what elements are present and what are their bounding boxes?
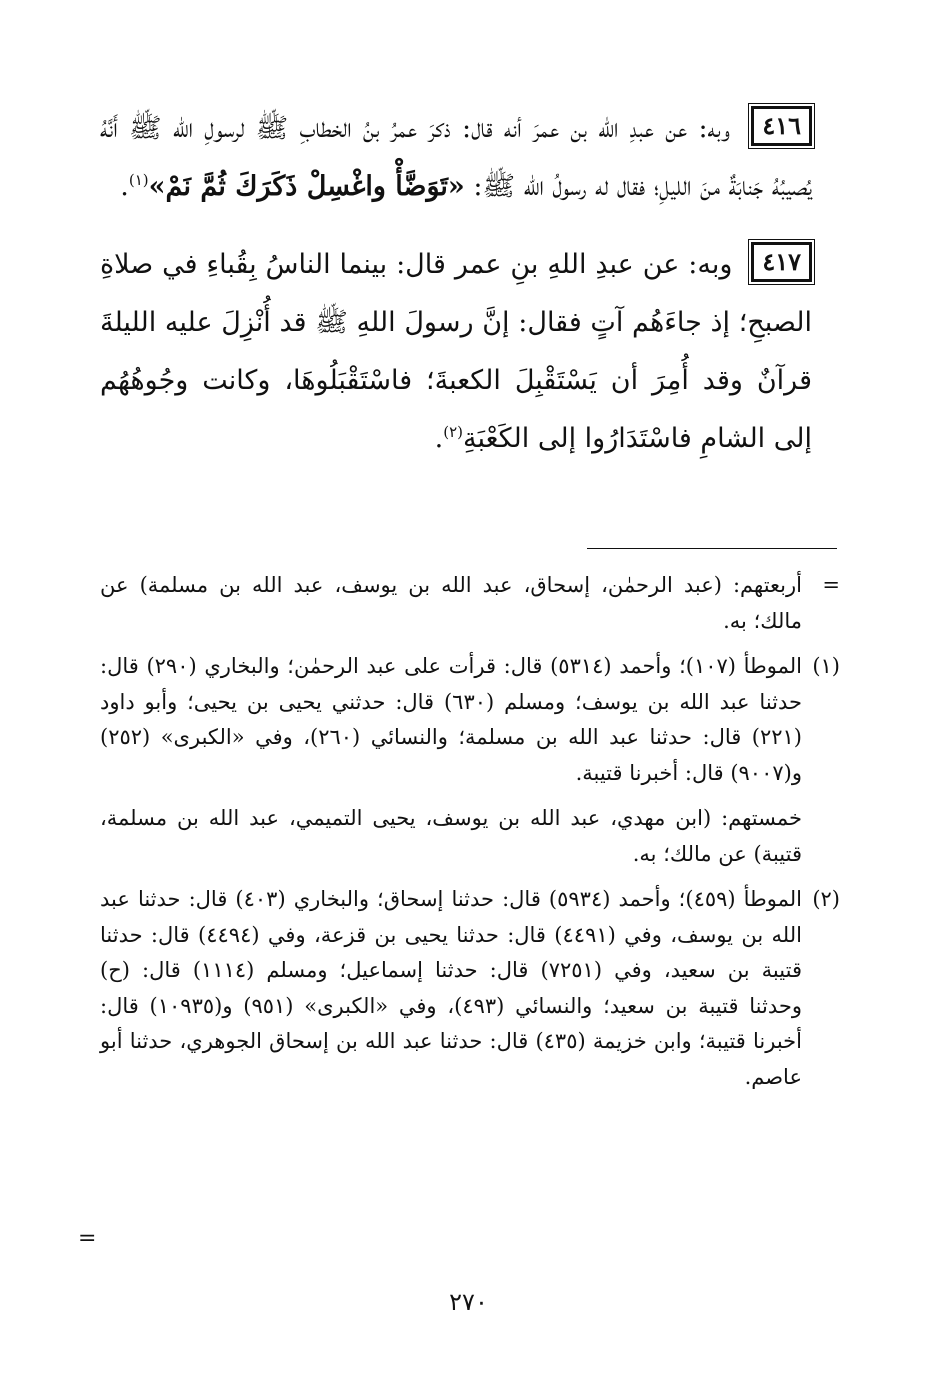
footnote-continuation <box>100 568 840 639</box>
page-number: ٢٧٠ <box>449 1288 488 1316</box>
footnotes <box>100 568 840 1105</box>
hadith-416 <box>100 100 812 216</box>
hadith-number-badge: ٤١٦ <box>751 106 812 146</box>
hadith-text: وبه: عن عبدِ اللهِ بنِ عمر قال: بينما الناسُ بِقُباءِ في صلاةِ الصبحِ؛ إذ جاءَهُم آتٍ فقال: إنَّ رسولَ اللهِ ﷺ قد أُنْزِلَ عليه الليلةَ قرآنٌ وقد أُمِرَ أن يَسْتَقْبِلَ الكعبةَ؛ فاسْتَقْبَلُوهَا، وكانت وجُوهُهُم إلى الشامِ فاسْتَدَارُوا إلى الكَعْبَةِ <box>100 249 812 454</box>
footnote-body: الموطأ (٤٥٩)؛ وأحمد (٥٩٣٤) قال: حدثنا إسحاق؛ والبخاري (٤٠٣) قال: حدثنا عبد الله بن يوسف، وفي (٤٤٩١) قال: حدثنا يحيى بن قزعة، وفي (٤٤٩٤) قال: حدثنا قتيبة بن سعيد، وفي (٧٢٥١) قال: حدثنا إسماعيل؛ ومسلم (١١١٤) قال: (ح) وحدثنا قتيبة بن سعيد؛ والنسائي (٤٩٣)، وفي «الكبرى» (٩٥١) و(١٠٩٣٥) قال: أخبرنا قتيبة؛ وابن خزيمة (٤٣٥) قال: حدثنا عبد الله بن إسحاق الجوهري، حدثنا أبو عاصم. <box>100 887 803 1089</box>
footnote-mark: (٢) <box>812 887 840 911</box>
footnote-paragraph: الموطأ (١٠٧)؛ وأحمد (٥٣١٤) قال: قرأت على عبد الرحمٰن؛ والبخاري (٢٩٠) قال: حدثنا عبد الله بن يوسف؛ ومسلم (٦٣٠) قال: حدثني يحيى بن يحيى؛ وأبو داود (٢٢١) قال: حدثنا عبد الله بن مسلمة؛ والنسائي (٢٦٠)، وفي «الكبرى» (٢٥٢) و(٩٠٠٧) قال: أخبرنا قتيبة. <box>100 654 803 785</box>
hadith-417 <box>100 236 812 468</box>
footnote-separator <box>587 548 837 549</box>
hadith-number-badge: ٤١٧ <box>751 242 812 282</box>
footnote-body: أربعتهم: (عبد الرحمٰن، إسحاق، عبد الله بن يوسف، عبد الله بن مسلمة) عن مالك؛ به. <box>100 573 802 633</box>
hadith-quote: «تَوَضَّأْ واغْسِلْ ذَكَرَكَ ثُمَّ نَمْ» <box>148 171 465 202</box>
footnote-1 <box>100 649 840 872</box>
footnote-body <box>100 649 802 872</box>
footnote-mark: = <box>822 573 840 597</box>
footnote-ref: (٢) <box>443 423 463 441</box>
footnote-2 <box>100 882 840 1095</box>
footnote-paragraph: خمستهم: (ابن مهدي، عبد الله بن يوسف، يحيى التميمي، عبد الله بن مسلمة، قتيبة) عن مالك؛ به. <box>100 806 802 866</box>
footnote-ref: (١) <box>128 171 149 189</box>
footnote-mark: (١) <box>812 654 840 678</box>
hadith-end: . <box>120 171 129 202</box>
hadith-text: وبه: عن عبدِ الله بن عمرَ أنه قال: ذكرَ عمرُ بنُ الخطابِ ﷺ لرسولِ الله ﷺ أَنَّهُ يُصيبُهُ جَنابَةٌ منَ الليلِ؛ فقال له رسولُ الله ﷺ: <box>100 113 812 202</box>
continuation-mark: = <box>78 1226 97 1251</box>
main-text <box>100 100 812 488</box>
hadith-end: . <box>434 423 444 454</box>
